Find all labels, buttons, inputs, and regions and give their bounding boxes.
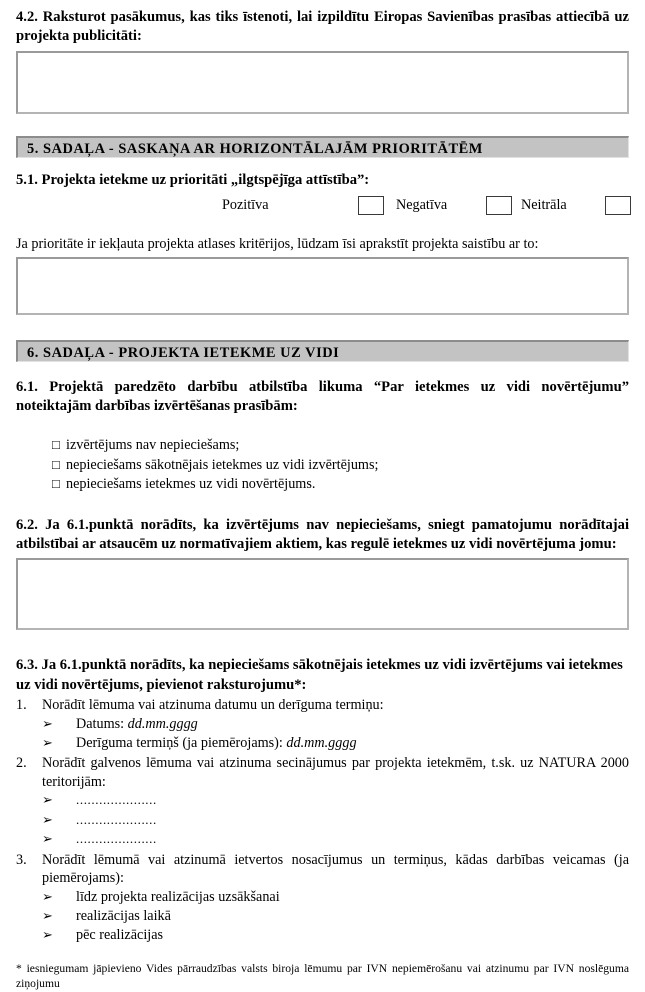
priority-impact-choices (16, 195, 629, 217)
question-5-1-subprompt: Ja prioritāte ir iekļauta projekta atlases kritērijos, lūdzam īsi aprakstīt projekta saistību ar to: (16, 236, 539, 253)
checkbox-negativa[interactable] (486, 196, 512, 215)
empty-checkbox-icon: □ (52, 456, 60, 472)
arrow-bullet-icon: ➢ (42, 734, 53, 750)
numbered-item-text (0, 754, 645, 791)
option-label: nepieciešams sākotnējais ietekmes uz vidi izvērtējums; (66, 456, 379, 473)
question-6-1-block (0, 378, 645, 417)
empty-checkbox-icon: □ (52, 475, 60, 491)
list-item[interactable] (52, 456, 645, 475)
item-number: 3. (16, 851, 27, 868)
sub-item-label: Derīguma termiņš (ja piemērojams): (76, 734, 287, 751)
list-item[interactable] (52, 475, 645, 494)
list-item (0, 811, 645, 830)
arrow-bullet-icon: ➢ (42, 715, 53, 731)
question-5-1-block (0, 171, 645, 254)
sub-items (0, 791, 645, 848)
item-number: 1. (16, 697, 27, 714)
item-number: 2. (16, 755, 27, 771)
option-label: nepieciešams ietekmes uz vidi novērtējums. (66, 475, 316, 492)
question-6-2-answer-box[interactable] (16, 558, 629, 630)
sub-item-value[interactable]: dd.mm.gggg (286, 734, 357, 751)
sub-item-value[interactable]: ..................... (76, 811, 157, 827)
numbered-item-1 (0, 696, 645, 753)
checkbox-pozitiva[interactable] (358, 196, 384, 215)
sub-item-label: līdz projekta realizācijas uzsākšanai (76, 889, 280, 906)
list-item (0, 926, 645, 945)
item-label: Norādīt lēmuma vai atzinuma datumu un derīguma termiņu: (42, 697, 384, 714)
arrow-bullet-icon: ➢ (42, 830, 53, 846)
question-4-2-block (0, 8, 645, 47)
sub-items (0, 888, 645, 945)
question-6-3-heading: 6.3. Ja 6.1.punktā norādīts, ka nepieciešams sākotnējais ietekmes uz vidi izvērtējums vai ietekmes uz vidi novērtējums, pievienot raksturojumu*: (16, 657, 623, 693)
arrow-bullet-icon: ➢ (42, 927, 53, 943)
question-5-1-heading: 5.1. Projekta ietekme uz prioritāti „ilgtspējīga attīstība”: (16, 171, 370, 188)
sub-item-value[interactable]: ..................... (76, 830, 157, 846)
list-item (0, 888, 645, 907)
sub-items (0, 715, 645, 753)
list-item (0, 830, 645, 849)
option-label-negativa: Negatīva (396, 197, 448, 214)
numbered-item-text (0, 696, 645, 715)
sub-item-label: Datums: (76, 715, 128, 732)
option-label-neitrala: Neitrāla (521, 197, 567, 214)
list-item (0, 734, 645, 753)
arrow-bullet-icon: ➢ (42, 811, 53, 827)
list-item (0, 715, 645, 734)
arrow-bullet-icon: ➢ (42, 908, 53, 924)
numbered-item-2 (0, 754, 645, 849)
question-4-2-heading: 4.2. Raksturot pasākumus, kas tiks īstenoti, lai izpildītu Eiropas Savienības prasības attiecībā uz projekta publicitāti: (16, 9, 629, 45)
sub-item-label: pēc realizācijas (76, 927, 164, 944)
arrow-bullet-icon: ➢ (42, 792, 53, 808)
sub-item-label: realizācijas laikā (76, 908, 171, 925)
sub-item-value[interactable]: dd.mm.gggg (127, 715, 198, 732)
list-item (0, 907, 645, 926)
question-4-2-answer-box[interactable] (16, 51, 629, 114)
question-6-2-heading: 6.2. Ja 6.1.punktā norādīts, ka izvērtējums nav nepieciešams, sniegt pamatojumu norādītajai atbilstībai ar atsaucēm uz normatīvajiem aktiem, kas regulē ietekmes uz vidi novērtējuma jomu: (16, 516, 629, 552)
empty-checkbox-icon: □ (52, 437, 60, 453)
sub-item-value[interactable]: ..................... (76, 792, 157, 808)
option-label: izvērtējums nav nepieciešams; (66, 437, 240, 454)
list-item[interactable] (52, 436, 645, 455)
question-6-3-block (0, 656, 645, 695)
checkbox-neitrala[interactable] (605, 196, 631, 215)
list-item (0, 791, 645, 810)
numbered-item-3 (0, 851, 645, 946)
question-6-3-items (0, 696, 645, 945)
numbered-item-text (0, 851, 645, 888)
question-5-1-answer-box[interactable] (16, 257, 629, 315)
arrow-bullet-icon: ➢ (42, 889, 53, 905)
section-5-header: 5. SADAĻA - SASKAŅA AR HORIZONTĀLAJĀM PRIORITĀTĒM (16, 136, 629, 158)
question-6-1-heading: 6.1. Projektā paredzēto darbību atbilstība likuma “Par ietekmes uz vidi novērtējumu” noteiktajām darbības izvērtēšanas prasībām: (16, 378, 629, 415)
item-label: Norādīt lēmumā vai atzinumā ietvertos nosacījumus un termiņus, kādas darbības veicamas (ja piemērojams): (42, 851, 629, 887)
section-6-header: 6. SADAĻA - PROJEKTA IETEKME UZ VIDI (16, 340, 629, 362)
question-6-1-options (0, 436, 645, 493)
option-label-pozitiva: Pozitīva (222, 197, 269, 214)
item-label: Norādīt galvenos lēmuma vai atzinuma secinājumus par projekta ietekmēm, t.sk. uz NATURA 2000 teritorijām: (42, 755, 629, 790)
footnote: * iesniegumam jāpievieno Vides pārraudzības valsts biroja lēmumu par IVN nepiemērošanu vai atzinumu par IVN noslēguma ziņojumu (16, 962, 629, 991)
question-6-2-block (0, 516, 645, 555)
